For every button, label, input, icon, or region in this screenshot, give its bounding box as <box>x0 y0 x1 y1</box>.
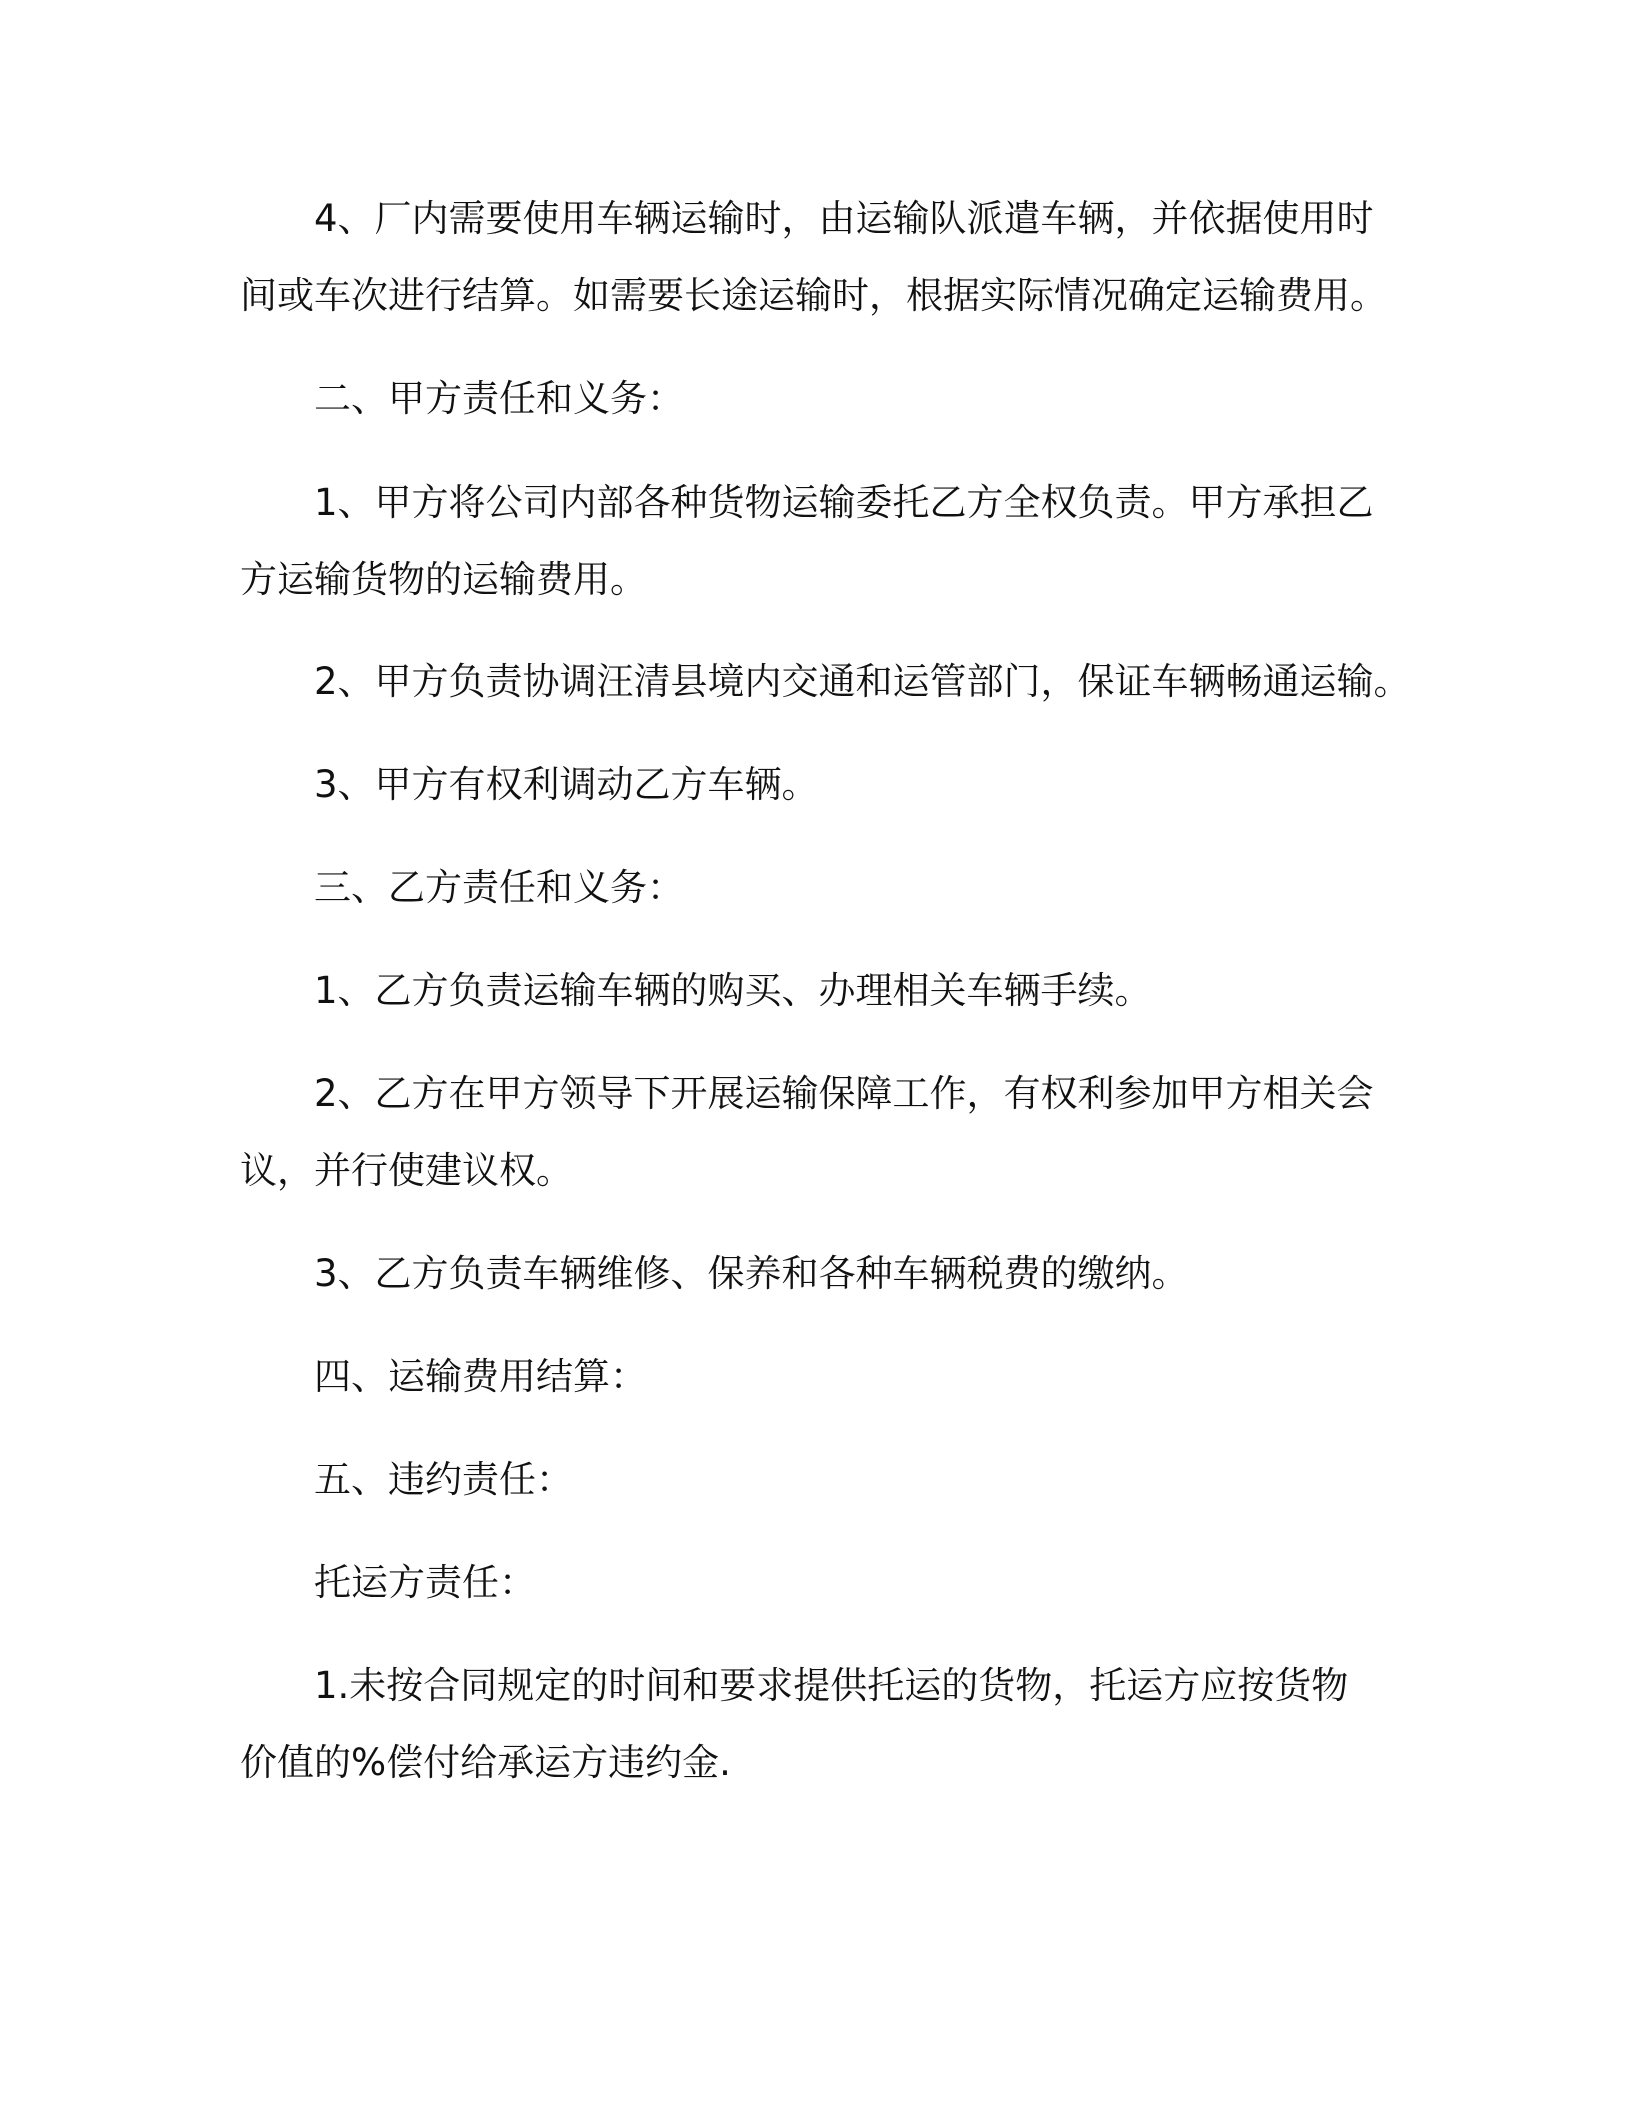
paragraph-line: 2、乙方在甲方领导下开展运输保障工作，有权利参加甲方相关会 <box>314 1072 1374 1115</box>
paragraph-party-a-item-2 <box>240 643 1411 720</box>
section-heading-breach <box>240 1441 1400 1518</box>
paragraph-line: 议，并行使建议权。 <box>240 1149 573 1192</box>
paragraph-vehicle-dispatch <box>240 180 1400 334</box>
heading-line: 二、甲方责任和义务： <box>314 377 684 420</box>
heading-line: 四、运输费用结算： <box>314 1355 647 1398</box>
paragraph-line: 方运输货物的运输费用。 <box>240 558 647 601</box>
paragraph-party-a-item-3 <box>240 746 1400 823</box>
paragraph-party-b-item-1 <box>240 952 1400 1029</box>
paragraph-line: 4、厂内需要使用车辆运输时，由运输队派遣车辆，并依据使用时 <box>314 197 1374 240</box>
subheading-shipper-liability <box>240 1544 1400 1621</box>
paragraph-line: 价值的%偿付给承运方违约金. <box>240 1741 731 1784</box>
paragraph-party-b-item-2 <box>240 1055 1400 1209</box>
paragraph-line: 1.未按合同规定的时间和要求提供托运的货物，托运方应按货物 <box>314 1664 1349 1707</box>
heading-line: 三、乙方责任和义务： <box>314 866 684 909</box>
section-heading-settlement <box>240 1338 1400 1415</box>
paragraph-line: 1、乙方负责运输车辆的购买、办理相关车辆手续。 <box>314 969 1152 1012</box>
paragraph-party-b-item-3 <box>240 1235 1400 1312</box>
paragraph-line: 间或车次进行结算。如需要长途运输时，根据实际情况确定运输费用。 <box>240 274 1387 317</box>
section-heading-party-b <box>240 849 1400 926</box>
heading-line: 五、违约责任： <box>314 1458 573 1501</box>
paragraph-line: 2、甲方负责协调汪清县境内交通和运管部门，保证车辆畅通运输。 <box>314 660 1411 703</box>
paragraph-party-a-item-1 <box>240 464 1400 618</box>
heading-line: 托运方责任： <box>314 1561 536 1604</box>
paragraph-line: 1、甲方将公司内部各种货物运输委托乙方全权负责。甲方承担乙 <box>314 481 1374 524</box>
section-heading-party-a <box>240 360 1400 437</box>
paragraph-shipper-item-1 <box>240 1647 1400 1801</box>
paragraph-line: 3、乙方负责车辆维修、保养和各种车辆税费的缴纳。 <box>314 1252 1189 1295</box>
paragraph-line: 3、甲方有权利调动乙方车辆。 <box>314 763 819 806</box>
